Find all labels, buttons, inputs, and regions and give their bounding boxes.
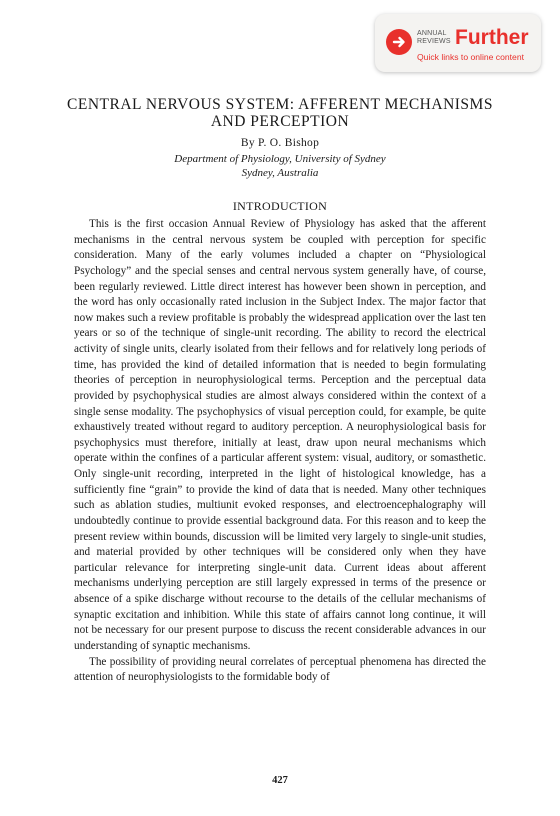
article-author: By P. O. Bishop [240,137,320,149]
body-paragraph-1: This is the first occasion Annual Review of Physiology has asked that the afferent mechanisms in the central nervous system be coupled with perception for specific consideration. Many of the early volumes included a chapter on “Physiological Psychology” and the special senses and central nervous system generally have, of course, been regularly reviewed. Little direct interest has however been shown in perception, and the word has only occasionally rated inclusion in the Subject Index. The major factor that now makes such a review profitable is probably the widespread application over the last ten years or so of the technique of single-unit recording. The ability to record the electrical activity of single units, clearly isolated from their fellows and for relatively long periods of time, has provided the kind of detailed information that is needed to begin formulating theories of perception in neurophysiological terms. Perception and the perceptual data provided by psychophysical studies are almost always considered within the context of a single sense modality. The psychophysics of visual perception could, for example, be quite exhaustively treated without regard to auditory perception. A neurophysiological basis for psychophysics must therefore, initially at least, draw upon neural mechanisms which operate within the confines of a particular afferent system: visual, auditory, or somasthetic. Only single-unit recording, interpreted in the light of histological knowledge, has a sufficiently fine “grain” to provide the kind of data that is needed. Many other techniques such as ablation studies, multiunit evoked responses, and electroencephalography will undoubtedly continue to provide essential background data. For this reason and to keep the present review within bounds, discussion will be limited very largely to single-unit studies, and material provided by other techniques will be considered only when they have particular relevance for interpreting single-unit data. Current ideas about afferent mechanisms underlying perception are still largely expressed in terms of the presence or absence of a spike discharge without recourse to the details of the cellular mechanisms of synaptic excitation and inhibition. While this state of affairs cannot long continue, it will not be necessary for our present purpose to discuss the recent considerable advances in our understanding of synaptic mechanisms. [74,218,486,652]
article-title: CENTRAL NERVOUS SYSTEM: AFFERENT MECHANISMS AND PERCEPTION [67,96,493,130]
body-paragraph-2: The possibility of providing neural correlates of perceptual phenomena has directed the attention of neurophysiologists to the formidable body of [74,655,486,684]
author-affiliation [60,153,500,180]
arrow-circle-icon [386,29,412,55]
affiliation-line-1: Department of Physiology, University of Sydney [174,153,386,165]
annual-reviews-logo-text: ANNUAL REVIEWS [417,30,451,45]
article-body [74,217,486,686]
further-links-badge[interactable] [375,14,541,72]
further-subtitle: Quick links to online content [417,52,525,62]
affiliation-line-2: Sydney, Australia [241,166,319,179]
section-heading: INTRODUCTION [232,199,328,213]
further-label: Further [455,26,529,49]
page-number: 427 [272,775,288,786]
